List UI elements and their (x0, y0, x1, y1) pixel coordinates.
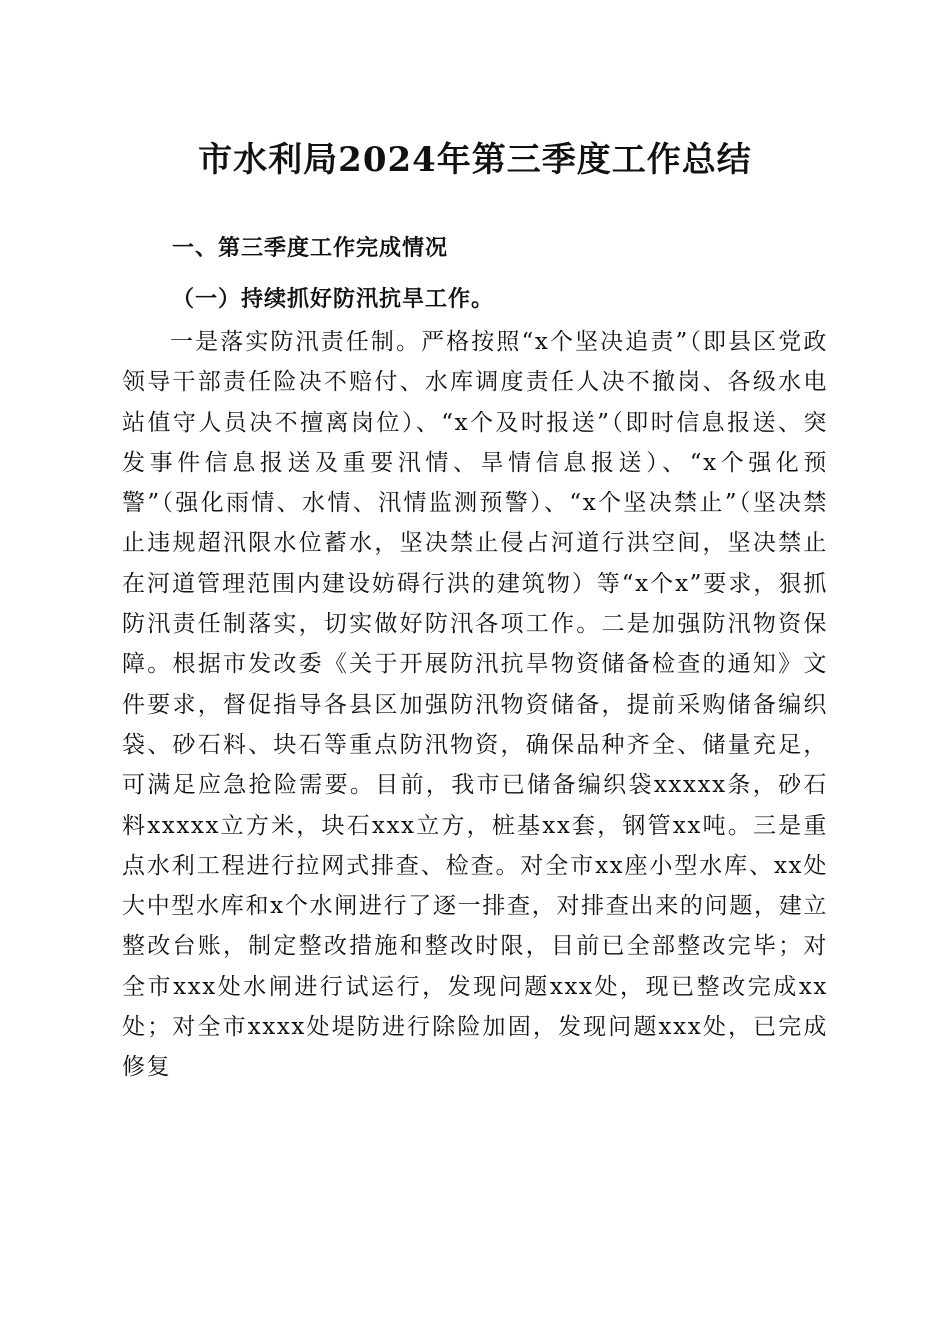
body-paragraph: 一是落实防汛责任制。严格按照“x个坚决追责”（即县区党政领导干部责任险决不赔付、水库调度责任人决不撤岗、各级水电站值守人员决不擅离岗位）、“x个及时报送”（即时信息报送、突发事件信息报送及重要汛情、旱情信息报送）、“x个强化预警”（强化雨情、水情、汛情监测预警）、“x个坚决禁止”（坚决禁止违规超汛限水位蓄水，坚决禁止侵占河道行洪空间，坚决禁止在河道管理范围内建设妨碍行洪的建筑物）等“x个x”要求，狠抓防汛责任制落实，切实做好防汛各项工作。二是加强防汛物资保障。根据市发改委《关于开展防汛抗旱物资储备检查的通知》文件要求，督促指导各县区加强防汛物资储备，提前采购储备编织袋、砂石料、块石等重点防汛物资，确保品种齐全、储量充足，可满足应急抢险需要。目前，我市已储备编织袋xxxxx条，砂石料xxxxx立方米，块石xxx立方，桩基xx套，钢管xx吨。三是重点水利工程进行拉网式排查、检查。对全市xx座小型水库、xx处大中型水库和x个水闸进行了逐一排查，对排查出来的问题，建立整改台账，制定整改措施和整改时限，目前已全部整改完毕；对全市xxx处水闸进行试运行，发现问题xxx处，现已整改完成xx处；对全市xxxx处堤防进行除险加固，发现问题xxx处，已完成修复 (122, 329, 828, 1081)
section-heading: 一、第三季度工作完成情况 (172, 236, 449, 261)
subsection-heading: （一）持续抓好防汛抗旱工作。 (172, 286, 495, 312)
document-title: 市水利局2024年第三季度工作总结 (198, 140, 752, 180)
